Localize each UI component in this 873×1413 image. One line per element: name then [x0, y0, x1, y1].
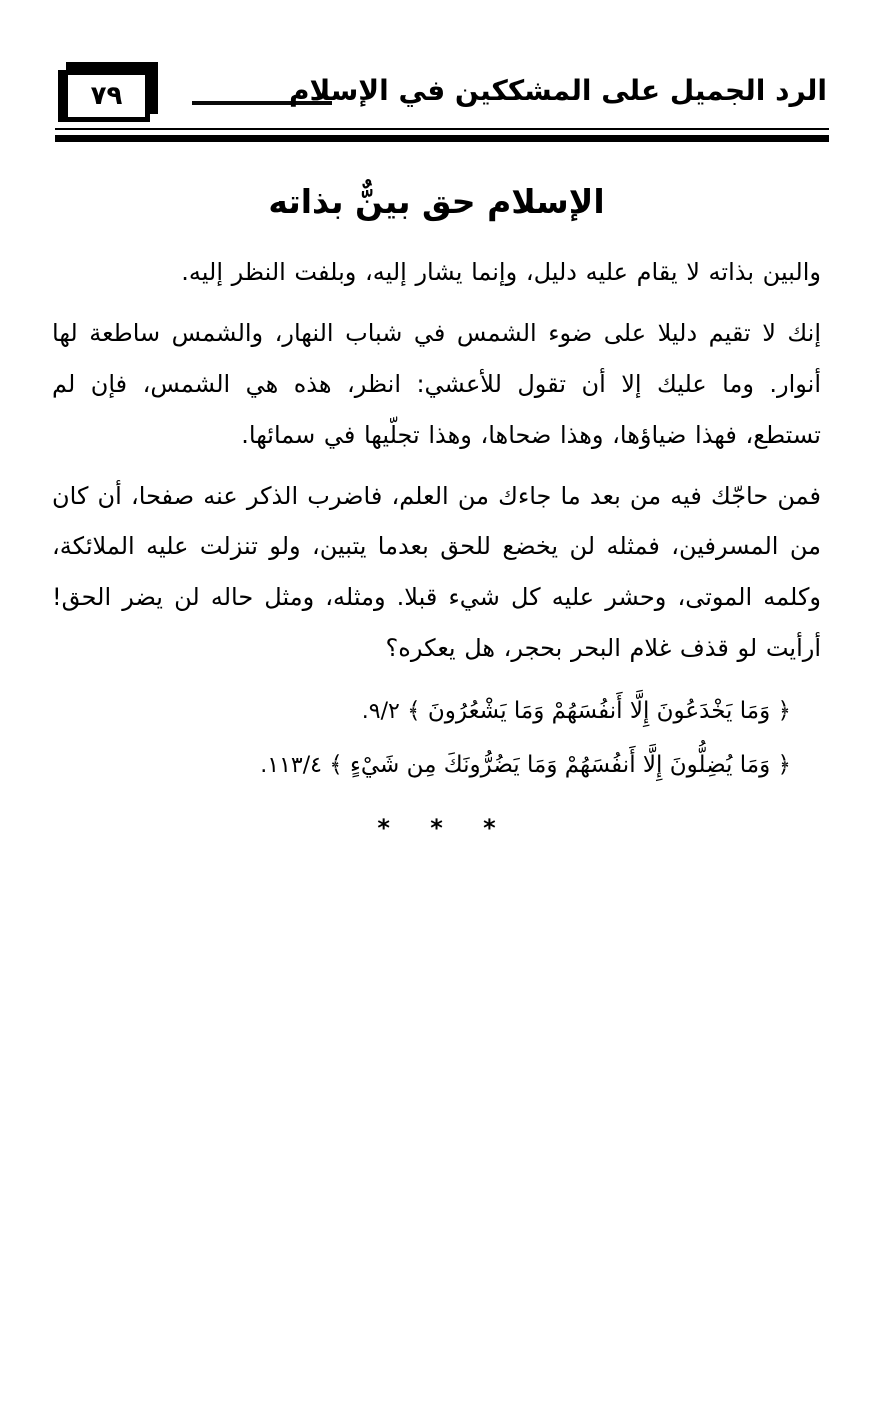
quran-quote-1: [52, 684, 821, 738]
page-number: ٧٩: [90, 81, 123, 111]
quran-quote-2: [52, 738, 821, 792]
quran-quote-2-text: ﴿ وَمَا يُضِلُّونَ إِلَّا أَنفُسَهُمْ وَمَا يَضُرُّونَكَ مِن شَيْءٍ ﴾: [329, 752, 791, 779]
quran-quote-1-text: ﴿ وَمَا يَخْدَعُونَ إِلَّا أَنفُسَهُمْ وَمَا يَشْعُرُونَ ﴾: [407, 698, 791, 724]
chapter-title: الإسلام حق بينٌّ بذاته: [268, 182, 605, 221]
quran-quote-1-reference: ٩/٢.: [361, 699, 400, 724]
quran-quote-2-reference: ١١٣/٤.: [260, 753, 322, 779]
header-rule-thick: [55, 135, 829, 142]
section-separator: * * *: [377, 814, 512, 843]
book-title: الرد الجميل على المشككين في الإسلام: [288, 74, 827, 107]
header-rules: [55, 128, 829, 142]
header-rule-thin: [55, 128, 829, 130]
paragraph-1: والبين بذاته لا يقام عليه دليل، وإنما يشار إليه، وبلفت النظر إليه.: [181, 258, 821, 286]
page-content: [52, 168, 821, 842]
page-header: [0, 0, 873, 150]
page-number-box: [58, 70, 150, 122]
paragraph-2: إنك لا تقيم دليلا على ضوء الشمس في شباب النهار، والشمس ساطعة لها أنوار. وما عليك إلا أن تقول للأعشي: انظر، هذه هي الشمس، فإن لم تستطع، فهذا ضياؤها، وهذا ضحاها، وهذا تجلّيها في سمائها.: [52, 318, 821, 449]
paragraph-3: فمن حاجّك فيه من بعد ما جاءك من العلم، فاضرب الذكر عنه صفحا، أن كان من المسرفين، فمثله لن يخضع للحق بعدما يتبين، ولو تنزلت عليه الملائكة، وكلمه الموتى، وحشر عليه كل شيء قبلا. ومثله، ومثل حاله لن يضر الحق! أرأيت لو قذف غلام البحر بحجر، هل يعكره؟: [52, 481, 821, 663]
